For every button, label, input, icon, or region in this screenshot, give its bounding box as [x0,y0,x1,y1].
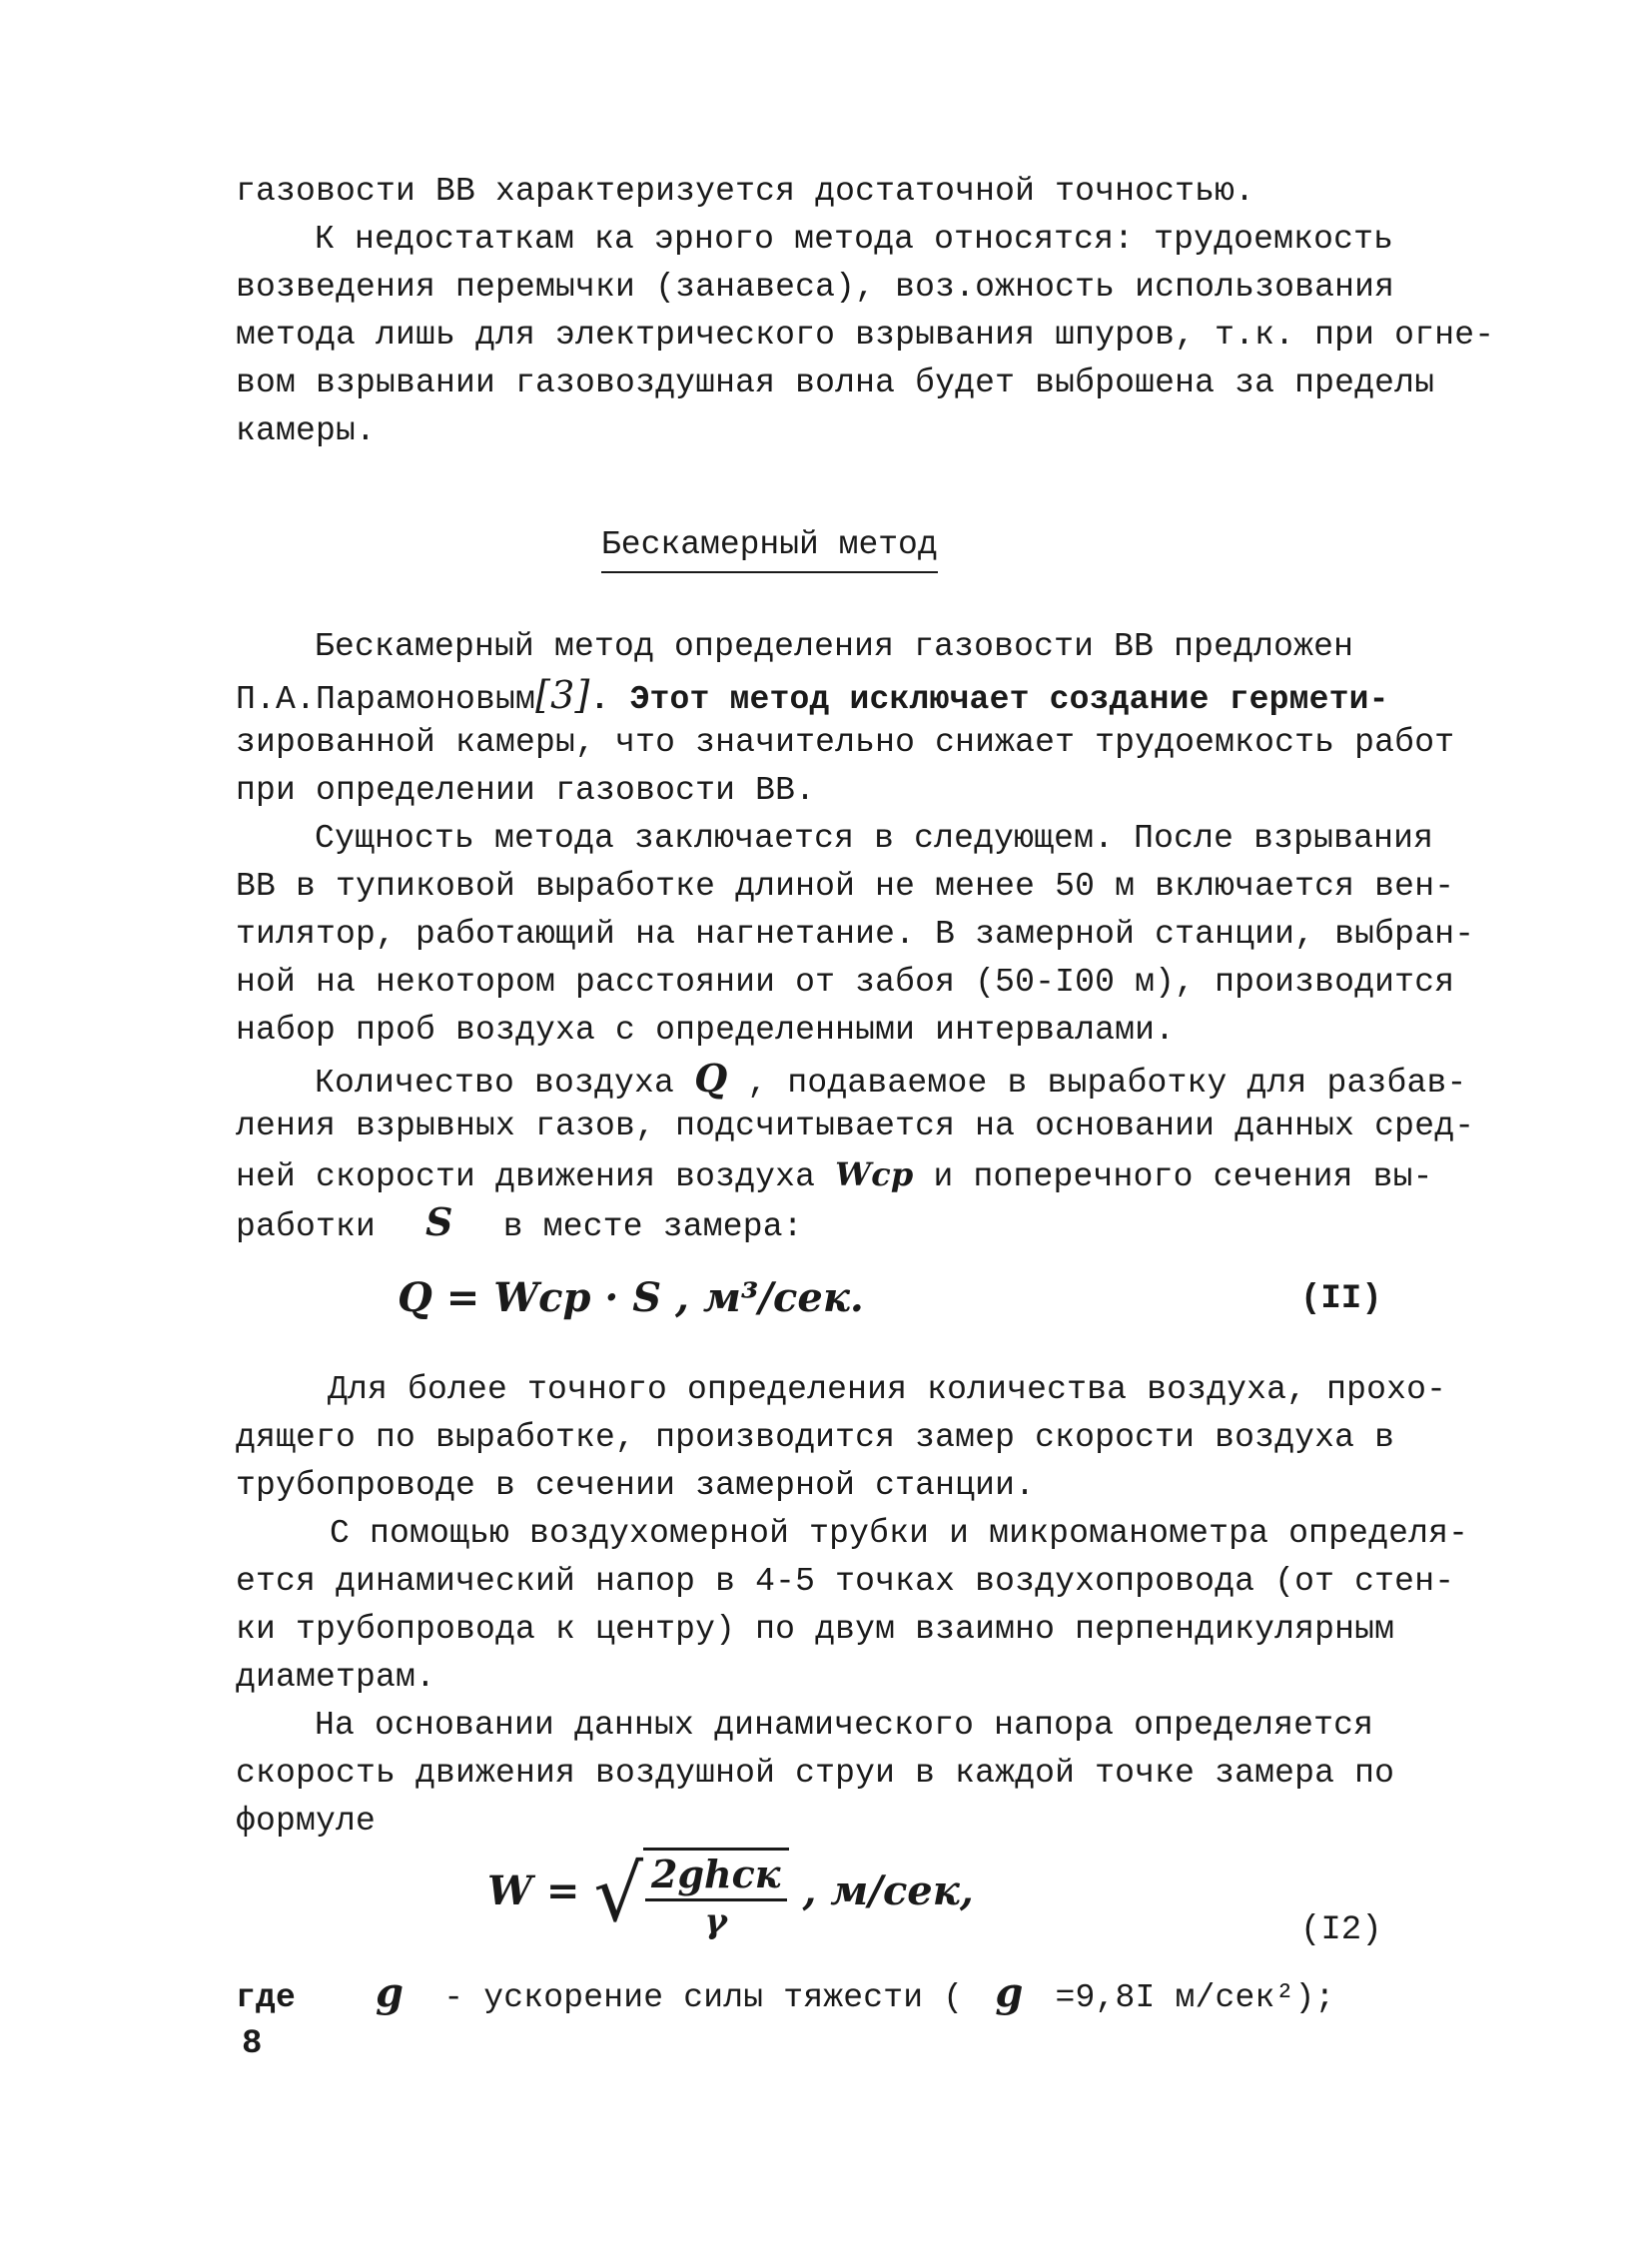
text-line: ВВ в тупиковой выработке длиной не менее 50 м включается вен- [236,868,1455,905]
text-fragment: работки [236,1208,377,1245]
text-line: ется динамический напор в 4-5 точках воздухопровода (от стен- [236,1563,1455,1600]
text-line: Для более точного определения количества воздуха, прохо- [328,1371,1447,1408]
text-line: Бескамерный метод определения газовости ВВ предложен [315,628,1354,665]
text-line: возведения перемычки (занавеса), воз.ожность использования [236,269,1395,306]
text-fragment: - ускорение силы тяжести ( [443,1979,964,2016]
radical-icon: √ [593,1850,644,1939]
text-fragment: . Этот метод исключает создание гермети- [589,681,1389,718]
text-line [236,1199,803,1247]
equation-number: (II) [1300,1280,1382,1318]
text-line: вом взрывании газовоздушная волна будет выброшена за пределы [236,365,1435,401]
text-fragment: Количество воздуха [315,1065,675,1102]
text-line: С помощью воздухомерной трубки и микроманометра определя- [330,1515,1469,1552]
text-line: ной на некотором расстоянии от забоя (50-I00 м), производится [236,964,1455,1001]
formula-12 [487,1848,974,1941]
text-line [315,1056,1467,1104]
text-line: На основании данных динамического напора определяется [315,1707,1374,1744]
text-line: набор проб воздуха с определенными интервалами. [236,1012,1176,1049]
symbol-g: g [376,1969,405,2016]
formula-11: Q = Wср · S , м³/сек. [398,1274,864,1321]
text-line [236,1969,1335,2018]
text-line: скорость движения воздушной струи в каждой точке замера по [236,1755,1395,1792]
citation-ref: [3] [535,673,590,717]
section-heading: Бескамерный метод [601,525,938,573]
text-line: камеры. [236,412,377,449]
text-fragment: в месте замера: [502,1208,803,1245]
text-line: метода лишь для электрического взрывания шпуров, т.к. при огне- [236,317,1495,354]
text-line: дящего по выработке, производится замер скорости воздуха в [236,1419,1395,1456]
where-label: где [236,1979,297,2016]
text-fragment: ней скорости движения воздуха [236,1158,816,1195]
text-line: ки трубопровода к центру) по двум взаимно перпендикулярным [236,1611,1395,1648]
text-line: газовости ВВ характеризуется достаточной точностью. [236,173,1255,210]
symbol-g: g [995,1969,1024,2016]
fraction-numerator: 2ghск [645,1853,787,1901]
text-line: зированной камеры, что значительно снижает трудоемкость работ [236,724,1455,761]
symbol-wcp: Wср [835,1155,914,1193]
text-line: тилятор, работающий на нагнетание. В замерной станции, выбран- [236,916,1475,953]
text-fragment: =9,8I м/сек²); [1055,1979,1335,2016]
square-root [593,1848,788,1941]
equation-number: (I2) [1300,1911,1382,1949]
page-number: 8 [242,2025,263,2063]
formula-unit: , м/сек, [802,1868,974,1914]
text-line: ления взрывных газов, подсчитывается на основании данных сред- [236,1108,1475,1144]
fraction-denominator: γ [704,1901,727,1941]
text-line: трубопроводе в сечении замерной станции. [236,1467,1036,1504]
symbol-s: S [425,1199,453,1244]
text-line: диаметрам. [236,1659,436,1696]
text-line: при определении газовости ВВ. [236,772,816,809]
text-line [236,1154,1433,1197]
text-line: К недостаткам ка эрного метода относятся: трудоемкость [315,221,1394,258]
text-line [236,675,1389,720]
symbol-q: Q [694,1056,728,1101]
text-line: Сущность метода заключается в следующем. После взрывания [315,820,1434,857]
fraction [645,1853,787,1941]
text-fragment: и поперечного сечения вы- [933,1158,1433,1195]
text-line: формуле [236,1803,377,1840]
text-fragment: , подаваемое в выработку для разбав- [747,1065,1467,1102]
author-name: П.А.Парамоновым [236,681,536,718]
formula-lhs: W = [487,1868,580,1914]
